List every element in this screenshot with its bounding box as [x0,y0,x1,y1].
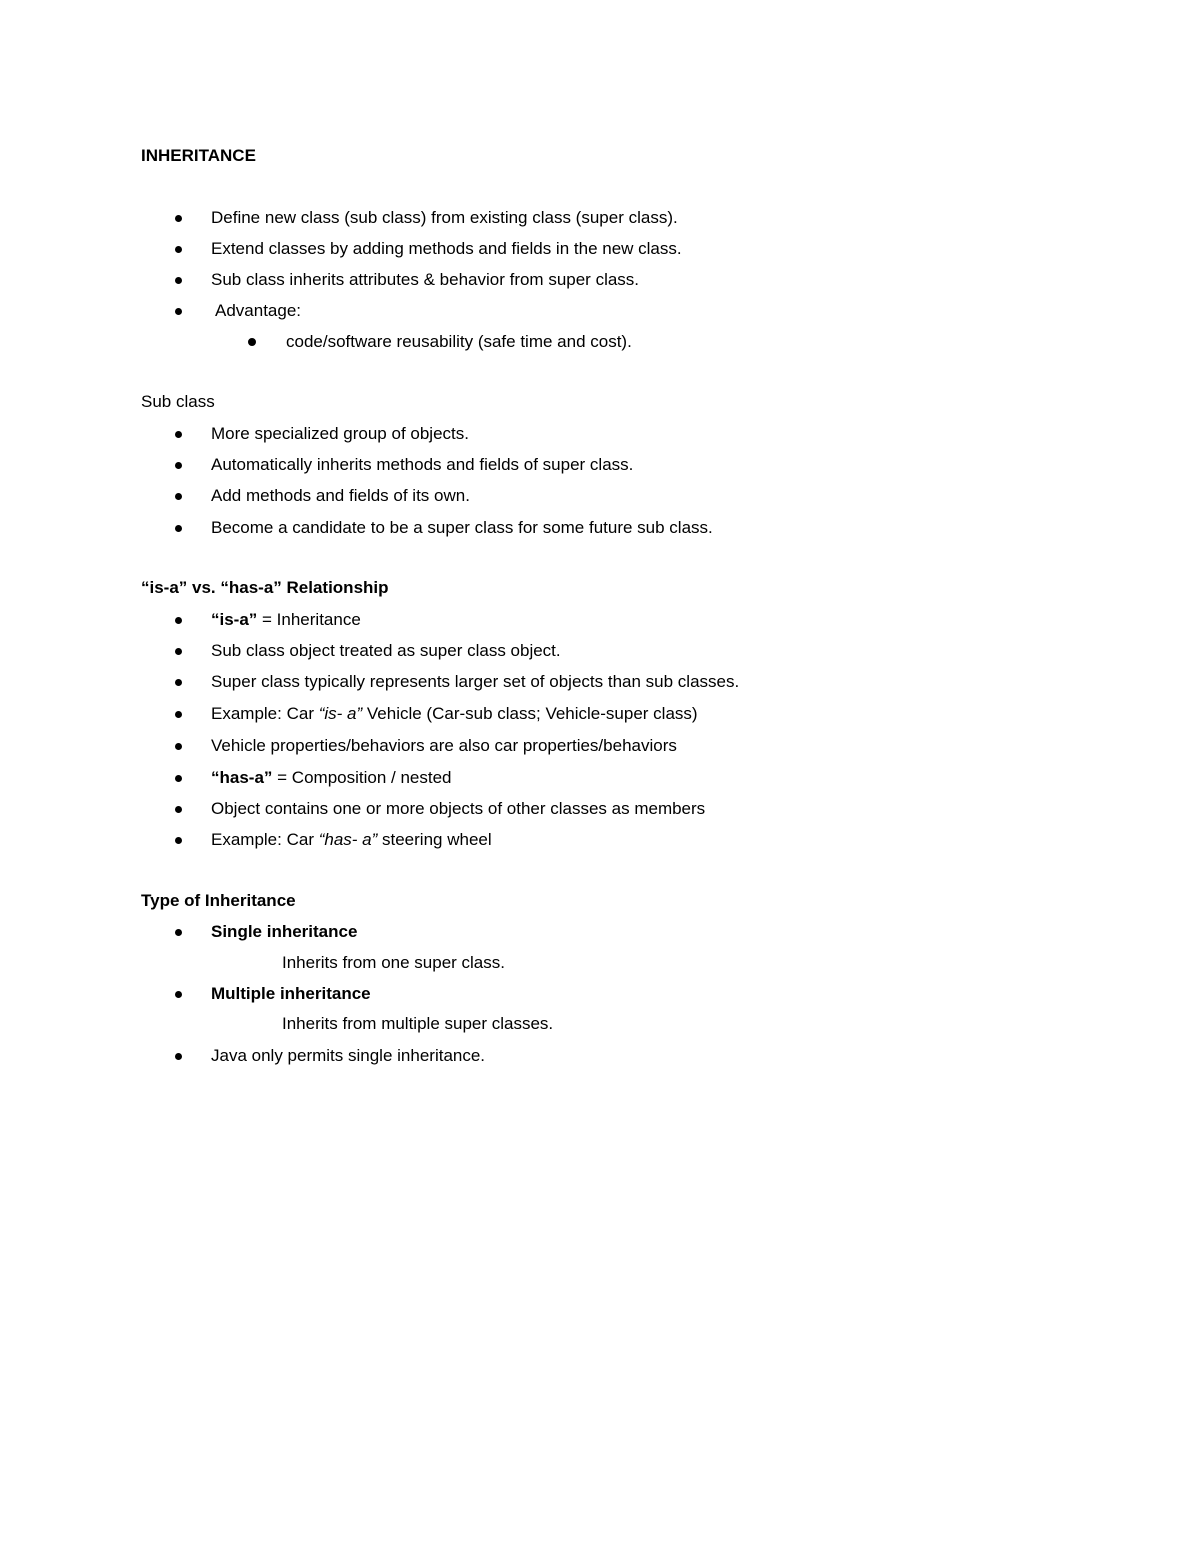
list-item [211,609,361,631]
isa-definition: = Inheritance [257,610,361,629]
list-item: Java only permits single inheritance. [211,1046,486,1065]
section-heading-relationship: “is-a” vs. “has-a” Relationship [141,578,389,597]
section-heading-types: Type of Inheritance [141,891,296,910]
list-item-example-isa [211,703,698,725]
example-prefix: Example: Car [211,830,319,849]
list-item: Become a candidate to be a super class for some future sub class. [211,518,713,537]
example-isa-term: “is- a” [318,704,363,723]
hasa-term: “has-a” [211,768,273,787]
section-heading-subclass: Sub class [141,392,215,411]
list-item [211,767,452,789]
hasa-definition: = Composition / nested [272,768,452,787]
list-item: Extend classes by adding methods and fields in the new class. [211,239,682,258]
list-item: More specialized group of objects. [211,424,469,443]
list-item: Super class typically represents larger set of objects than sub classes. [211,672,740,691]
example-prefix: Example: Car [211,704,319,723]
multiple-description: Inherits from multiple super classes. [282,1014,554,1033]
list-item: Define new class (sub class) from existing class (super class). [211,208,678,227]
example-suffix: steering wheel [377,830,492,849]
list-item: Sub class inherits attributes & behavior from super class. [211,270,640,289]
isa-term: “is-a” [211,610,258,629]
single-description: Inherits from one super class. [282,953,505,972]
list-item-advantage: Advantage: [215,301,302,320]
list-item: Automatically inherits methods and fields of super class. [211,455,634,474]
list-item: Add methods and fields of its own. [211,486,470,505]
list-item-example-hasa [211,829,492,851]
list-item-single: Single inheritance [211,922,358,941]
list-item: Vehicle properties/behaviors are also car properties/behaviors [211,736,677,755]
sub-list-item: code/software reusability (safe time and cost). [286,332,632,351]
page-title: INHERITANCE [141,146,256,165]
list-item-multiple: Multiple inheritance [211,984,371,1003]
list-item: Object contains one or more objects of other classes as members [211,799,706,818]
example-hasa-term: “has- a” [318,830,378,849]
example-suffix: Vehicle (Car-sub class; Vehicle-super class) [362,704,698,723]
list-item: Sub class object treated as super class object. [211,641,561,660]
